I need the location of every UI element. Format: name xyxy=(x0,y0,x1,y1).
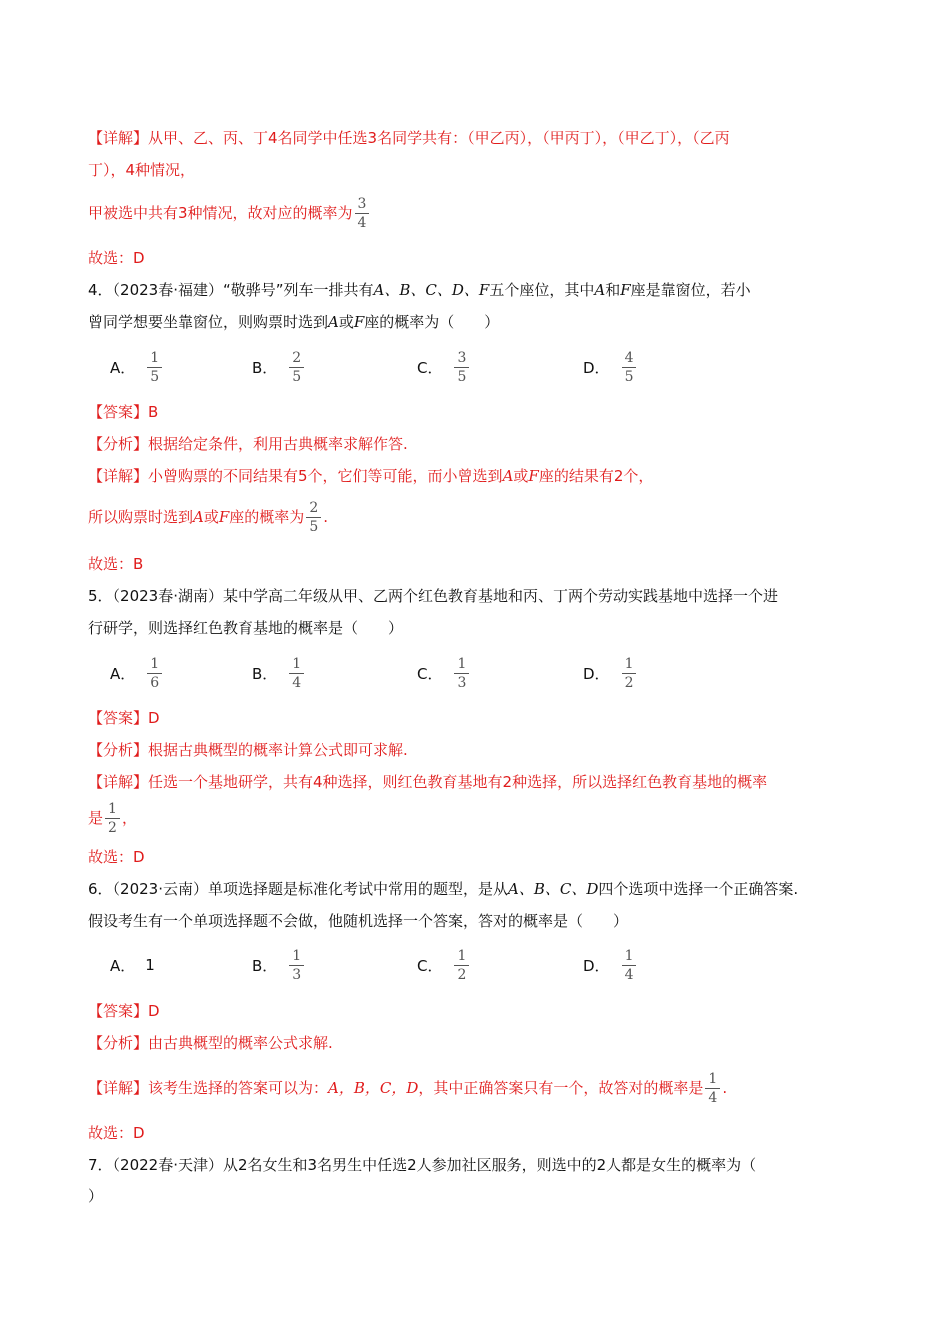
q4-stem-line1: 4．（2023春·福建）“敬骅号”列车一排共有A、B、C、D、F五个座位，其中A和F座是靠窗位，若小 xyxy=(88,281,751,299)
q5-answer: 【答案】D xyxy=(88,709,160,727)
option-c[interactable]: C． $\frac{1}{3}$ xyxy=(417,651,471,695)
q5-options xyxy=(110,651,810,695)
fraction: $\frac{3}{4}$ xyxy=(355,195,370,232)
option-d[interactable]: D． $\frac{4}{5}$ xyxy=(583,345,638,389)
q5-choice: 故选：D xyxy=(88,848,145,866)
q6-stem-line1: 6．（2023·云南）单项选择题是标准化考试中常用的题型，是从A、B、C、D四个选项中选择一个正确答案. xyxy=(88,880,799,898)
q4-analysis: 【分析】根据给定条件，利用古典概率求解作答. xyxy=(88,435,408,453)
q4-detail-line1: 【详解】小曾购票的不同结果有5个，它们等可能，而小曾选到A或F座的结果有2个， xyxy=(88,467,654,485)
q6-options xyxy=(110,943,810,987)
option-b[interactable]: B． $\frac{1}{3}$ xyxy=(252,943,306,987)
option-a[interactable]: A． $\frac{1}{5}$ xyxy=(110,345,164,389)
q5-detail-line2: 是 $\frac{1}{2}$ ， xyxy=(88,801,137,836)
q3-detail-line2: 丁），4种情况， xyxy=(88,161,196,179)
q3-detail-line3: 甲被选中共有3种情况，故对应的概率为 $\frac{3}{4}$ xyxy=(88,193,371,233)
q4-choice: 故选：B xyxy=(88,555,144,573)
option-c[interactable]: C． $\frac{1}{2}$ xyxy=(417,943,471,987)
option-a[interactable]: A． 1 xyxy=(110,956,155,975)
option-c[interactable]: C． $\frac{3}{5}$ xyxy=(417,345,471,389)
q6-answer: 【答案】D xyxy=(88,1002,160,1020)
q4-detail-line2: 所以购票时选到A或F座的概率为 $\frac{2}{5}$ . xyxy=(88,500,329,535)
q6-detail: 【详解】该考生选择的答案可以为：A，B，C，D，其中正确答案只有一个，故答对的概率是 $\frac{1}{4}$ . xyxy=(88,1071,728,1106)
q4-answer: 【答案】B xyxy=(88,403,159,421)
q4-options xyxy=(110,345,810,389)
option-d[interactable]: D． $\frac{1}{4}$ xyxy=(583,943,638,987)
q5-stem-line2: 行研学，则选择红色教育基地的概率是（ ） xyxy=(88,619,404,637)
option-b[interactable]: B． $\frac{2}{5}$ xyxy=(252,345,306,389)
q5-detail-line1: 【详解】任选一个基地研学，共有4种选择，则红色教育基地有2种选择，所以选择红色教育基地的概率 xyxy=(88,773,768,791)
q6-stem-line2: 假设考生有一个单项选择题不会做，他随机选择一个答案，答对的概率是（ ） xyxy=(88,912,629,930)
q7-stem-line2: ） xyxy=(88,1187,104,1205)
q3-choice: 故选：D xyxy=(88,249,145,267)
option-a[interactable]: A． $\frac{1}{6}$ xyxy=(110,651,164,695)
q7-stem-line1: 7．（2022春·天津）从2名女生和3名男生中任选2人参加社区服务，则选中的2人都是女生的概率为（ xyxy=(88,1156,757,1174)
q5-analysis: 【分析】根据古典概型的概率计算公式即可求解. xyxy=(88,741,408,759)
q6-analysis: 【分析】由古典概型的概率公式求解. xyxy=(88,1034,333,1052)
detail-tag: 【详解】 xyxy=(88,129,149,147)
option-b[interactable]: B． $\frac{1}{4}$ xyxy=(252,651,306,695)
q4-stem-line2: 曾同学想要坐靠窗位，则购票时选到A或F座的概率为（ ） xyxy=(88,313,500,331)
q6-choice: 故选：D xyxy=(88,1124,145,1142)
q3-detail-line1: 【详解】从甲、乙、丙、丁4名同学中任选3名同学共有：（甲乙丙），（甲丙丁），（甲乙丁），（乙丙 xyxy=(88,129,730,147)
q5-stem-line1: 5．（2023春·湖南）某中学高二年级从甲、乙两个红色教育基地和丙、丁两个劳动实践基地中选择一个进 xyxy=(88,587,779,605)
option-d[interactable]: D． $\frac{1}{2}$ xyxy=(583,651,638,695)
